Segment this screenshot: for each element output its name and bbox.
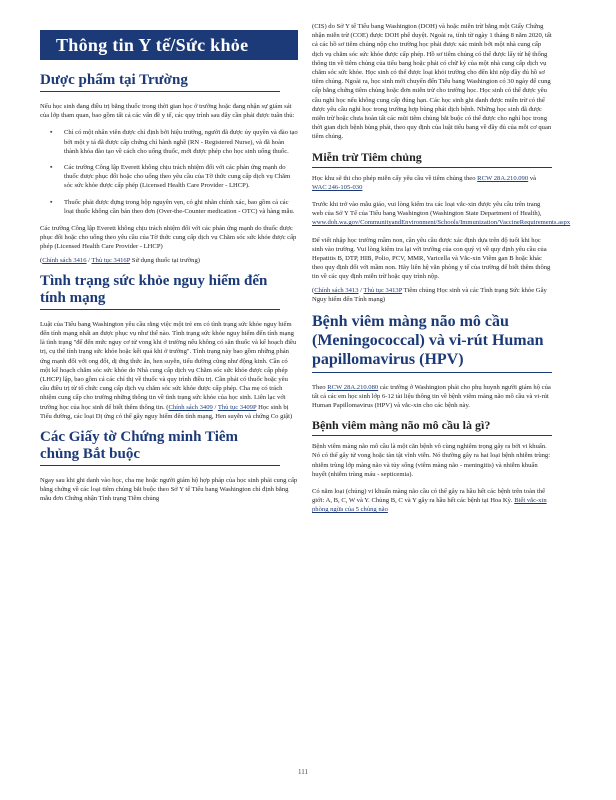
page-title: Thông tin Y tế/Sức khỏe (40, 30, 298, 60)
exemption-text: Trước khi trở vào mẫu giáo, vui lòng kiểm tra các loại vắc-xin được yêu cầu trên trang web của Sở Y Tế của Tiểu bang Washington (Washington State Department of Health), (312, 201, 542, 218)
cdc-vaccine-link[interactable]: Biết vắc-xin phòng ngừa của 5 chủng não (312, 497, 547, 514)
exemption-prefix: Học khu sẽ thi cho phép miễn cấy yêu cầu về tiêm chủng theo (312, 174, 476, 182)
medication-list (40, 128, 298, 216)
life-threatening-body: Luật của Tiểu bang Washington yêu cầu rằng việc một trẻ em có tình trạng sức khỏe nguy hiểm đến tính mạng nhất an được phục vụ như thế nào. Tình trạng sức khỏe nguy hiểm đến tính mạng là tình trạng "để đến mức nguy cơ tử vong khi ở trường nếu không có sẵn thuốc và kế hoạch điều trị, cụ thể tính trạng sức khỏe hoặc kết quả khi ở trường". Tình trạng này bao gồm những phản ứng mạnh đối với ong đốt, dị ứng thức ăn, hen suyễn, tiểu đường cũng như động kinh. Cần có một kế hoạch chăm sóc sức khỏe do Nhà cung cấp dịch vụ Chăm sóc sức khỏe được cấp phép (LHCP) lập, bao gồm cả các chỉ thị về thuốc và quy trình điều trị. Cần phải có thuốc hoặc yêu cầu điều trị từ tổ chức cung cấp dịch vụ chăm sóc sức khỏe được cấp phép. Cha mẹ có trách nhiệm cung cấp cho trường những thông tin về tình trạng sức khỏe của học sinh. Liên lạc với trường học của học sinh để biết thêm thông tin. (Chính sách 3409 / Thủ tục 3409P Học sinh bị Tiểu đường, các loại Dị ứng có thể gây nguy hiểm đến tính mạng, Hen suyễn và chứng Co giật) (40, 320, 297, 420)
exemption-body-2: Để viết nhập học trường mầm non, cần yêu cầu được xác định dựa trên độ tuổi khi học sinh vào trường. Vui lòng kiểm tra lại với trường của con quý vị về quy định yêu cầu của Hepatitis B, DTP, HIB, Polio, PCV, MMR, Varicella và Vắc-xin Viêm gan B hoặc khác theo quy định đối với mầm non. Hãy liên hệ văn phòng y tế của trường để biết thêm thông tin về các quy định miễn trừ hoặc quy trình nộp. (312, 236, 551, 281)
procedure-3409p-link[interactable]: Thủ tục 3409P (217, 403, 257, 411)
immunization-body-right: (CIS) do Sở Y tế Tiểu bang Washington (DOH) và hoặc miễn trừ bằng một Giấy Chứng nhận miễn trừ (COE) được DOH phê duyệt. Ngoài ra, tính từ ngày 1 tháng 8 năm 2020, tất cả các hồ sơ tiêm chủng nộp cho trường học phải được xác minh bởi một nhà cung cấp dịch vụ chăm sóc sức khỏe được cấp phép. Hồ sơ tiêm chủng có thể được lấy từ hệ thống thông tin về tiêm chủng của tiểu bang hoặc phải có chữ ký của một nhà cung cấp dịch vụ chăm sóc sức khỏe. Học sinh có thể được loại khỏi trường cho đến khi nộp đầy đủ hồ sơ tiêm chủng. Ngoài ra, học sinh mới chuyển đến Tiểu bang Washington có 30 ngày để cung cấp bằng chứng tiêm chủng hoặc đơn miễn trừ cho trường học. Học sinh có thể được yêu cầu nghỉ học nếu không cung cấp đúng hạn. Các học sinh ghi danh được miễn trừ có thể được yêu cầu nghỉ học trong trường hợp bùng phát dịch bệnh. Những học sinh đã được miễn trừ hoặc chưa hoàn tất các mũi tiêm chủng bắt buộc có thể được cho nghỉ học trong thời gian dịch bệnh bùng phát, theo quy định của luật tiểu bang về đầy đủ của mỗi cơ quan tiêm chủng. (312, 23, 552, 141)
policy-3409-link[interactable]: Chính sách 3409 (168, 403, 213, 411)
meningococcal-body (312, 383, 552, 411)
medication-heading: Dược phẩm tại Trường (40, 72, 280, 92)
exemption-mid: và (529, 174, 537, 182)
life-threatening-text: Luật của Tiểu bang Washington yêu cầu rằng việc một trẻ em có tình trạng sức khỏe nguy hiểm đến tính mạng nhất an được phục vụ như thế nào. Tình trạng sức khỏe nguy hiểm đến tính mạng là tình trạng "để đến mức nguy cơ tử vong khi ở trường nếu không có sẵn thuốc và kế hoạch điều trị, cụ thể tính trạng sức khỏe hoặc kết quả khi ở trường". Tình trạng này bao gồm những phản ứng mạnh đối với ong đốt, dị ứng thức ăn, hen suyễn, tiểu đường cũng như động kinh. Cần có một kế hoạch chăm sóc sức khỏe do Nhà cung cấp dịch vụ Chăm sóc sức khỏe được cấp phép (LHCP) lập, bao gồm cả các chỉ thị về thuốc và quy trình điều trị. Cần phải có thuốc hoặc yêu cầu điều trị từ tổ chức cung cấp dịch vụ chăm sóc sức khỏe được cấp phép. Cha mẹ có trách nhiệm cung cấp cho trường những thông tin về tình trạng sức khỏe của học sinh. Liên lạc với trường học của học sinh để biết thêm thông tin. ( (40, 320, 297, 411)
medication-ref-suffix: Sử dụng thuốc tại trường) (131, 256, 200, 264)
life-threatening-ref-suffix: Học sinh bị Tiểu đường, các loại Dị ứng có thể gây nguy hiểm đến tính mạng, Hen suyễn và chứng Co giật) (40, 403, 293, 420)
medication-bullet: ▪ Thuốc phải được đựng trong hộp nguyên vẹn, có ghi nhãn chính xác, bao gồm cả các loại thuốc không cần bán theo đơn (Over-the-Counter medication - OTC) và hàng mẫu. (64, 198, 298, 216)
wac-246-105-030-link[interactable]: WAC 246-105-030 (312, 183, 363, 191)
meningitis-text-2: Có năm loại (chủng) vi khuẩn màng não cầu có thể gây ra hầu hết các bệnh trên toàn thế giới: A, B, C, W và Y. Chủng B, C và Y gây ra hầu hết các bệnh tại Hoa Kỳ. (312, 488, 546, 505)
medication-bullet: ▪ Các trường Công lập Everett không chịu trách nhiệm đối với các phản ứng mạnh do thuốc được phục đổi hoặc cho uống theo yêu cầu của Tờ thức cung cấp dịch vụ Chăm sóc sức khỏe được cấp phép (Licensed Health Care Provider - LHCP). (64, 163, 298, 191)
medication-intro: Nếu học sinh đang điều trị bằng thuốc trong thời gian học ở trường hoặc đang nhận sự giám sát của lớp tham quan, bao gồm tất cả các vấn đề y tế, các quy trình sau đây cần phải được tuân thủ: (40, 103, 295, 120)
exemption-heading: Miễn trừ Tiêm chủng (312, 150, 552, 168)
meningitis-what-body: Bệnh viêm màng não mô cầu là một căn bệnh vô cùng nghiêm trọng gây ra bởi vi khuẩn. Nó có thể gây tử vong hoặc tàn tật vĩnh viễn. Nó thường gây ra hai loại bệnh nhiễm trùng: nhiễm trùng lớp màng não và tủy sống (viêm màng não - meningitis) và nhiễm khuẩn huyết (nhiễm trùng máu - septicemia). (312, 443, 551, 478)
meningococcal-text: các trường ở Washington phải cho phụ huynh người giám hộ của tất cả các em học sinh lớp 6-12 tài liệu thông tin về bệnh viêm màng não mô cầu và vi-rút Human Papillomavirus (HPV) và vắc-xin cho các bệnh này. (312, 383, 551, 410)
procedure-3413p-link[interactable]: Thủ tục 3413P (363, 286, 403, 294)
doh-vaccine-requirements-link[interactable]: www.doh.wa.gov/CommunityandEnvironment/Schools/Immunization/VaccineRequirements.aspx (312, 219, 571, 227)
policy-3413-link[interactable]: Chính sách 3413 (314, 286, 359, 294)
exemption-ref-suffix: Tiêm chủng Học sinh và các Tình trạng Sức khỏe Gây Nguy hiểm đến Tính mạng) (312, 286, 547, 303)
exemption-policy-ref: (Chính sách 3413 / Thủ tục 3413P Tiêm chủng Học sinh và các Tình trạng Sức khỏe Gây Nguy hiểm đến Tính mạng) (312, 286, 547, 303)
immunization-body-left: Ngay sau khi ghi danh vào học, cha mẹ hoặc người giám hộ hợp pháp của học sinh phải cung cấp bằng chứng về các loại tiêm chủng bắt buộc theo Sở Y tế Tiểu bang Washington chỉ định bằng mẫu đơn Chứng nhận Tình trạng Tiêm chủng (40, 477, 298, 503)
medication-bullet: ▪ Chỉ có một nhân viên được chỉ định bởi hiệu trưởng, người đã được ủy quyền và đào tạo bởi một y tá đã được cấp chứng chỉ hành nghề (RN - Registered Nurse), và đã hoàn thành khóa đào tạo về cách cho uống thuốc, mới được phép cho học sinh uống thuốc. (64, 128, 298, 156)
rcw-28a-210-080-link[interactable]: RCW 28A.210.080 (327, 383, 379, 391)
medication-note: Các trường Công lập Everett không chịu trách nhiệm đối với các phản ứng mạnh do thuốc được phục đổi hoặc cho uống theo yêu cầu của Tờ thức cung cấp dịch vụ Chăm sóc sức khỏe được cấp phép (Licensed Health Care Provider - LHCP) (40, 225, 297, 251)
page-number: 111 (298, 768, 308, 776)
meningitis-what-heading: Bệnh viêm màng não mô cầu là gì? (312, 418, 552, 436)
left-column (40, 22, 298, 512)
medication-policy-ref: (Chính sách 3416 / Thủ tục 3416P Sử dụng thuốc tại trường) (40, 256, 200, 264)
right-column (312, 22, 571, 523)
immunization-heading: Các Giấy tờ Chứng minh Tiêm chủng Bắt buộc (40, 429, 280, 466)
procedure-3416p-link[interactable]: Thủ tục 3416P (91, 256, 131, 264)
meningitis-what-body-2 (312, 487, 552, 515)
life-threatening-heading: Tình trạng sức khỏe nguy hiểm đến tính mạng (40, 273, 280, 310)
meningococcal-heading: Bệnh viêm màng não mô cầu (Meningococcal) và vi-rút Human papillomavirus (HPV) (312, 312, 552, 373)
policy-3416-link[interactable]: Chính sách 3416 (42, 256, 87, 264)
meningococcal-prefix: Theo (312, 383, 326, 391)
exemption-intro (312, 174, 552, 192)
rcw-28a-210-090-link[interactable]: RCW 28A.210.090 (477, 174, 529, 182)
exemption-body (312, 200, 571, 228)
